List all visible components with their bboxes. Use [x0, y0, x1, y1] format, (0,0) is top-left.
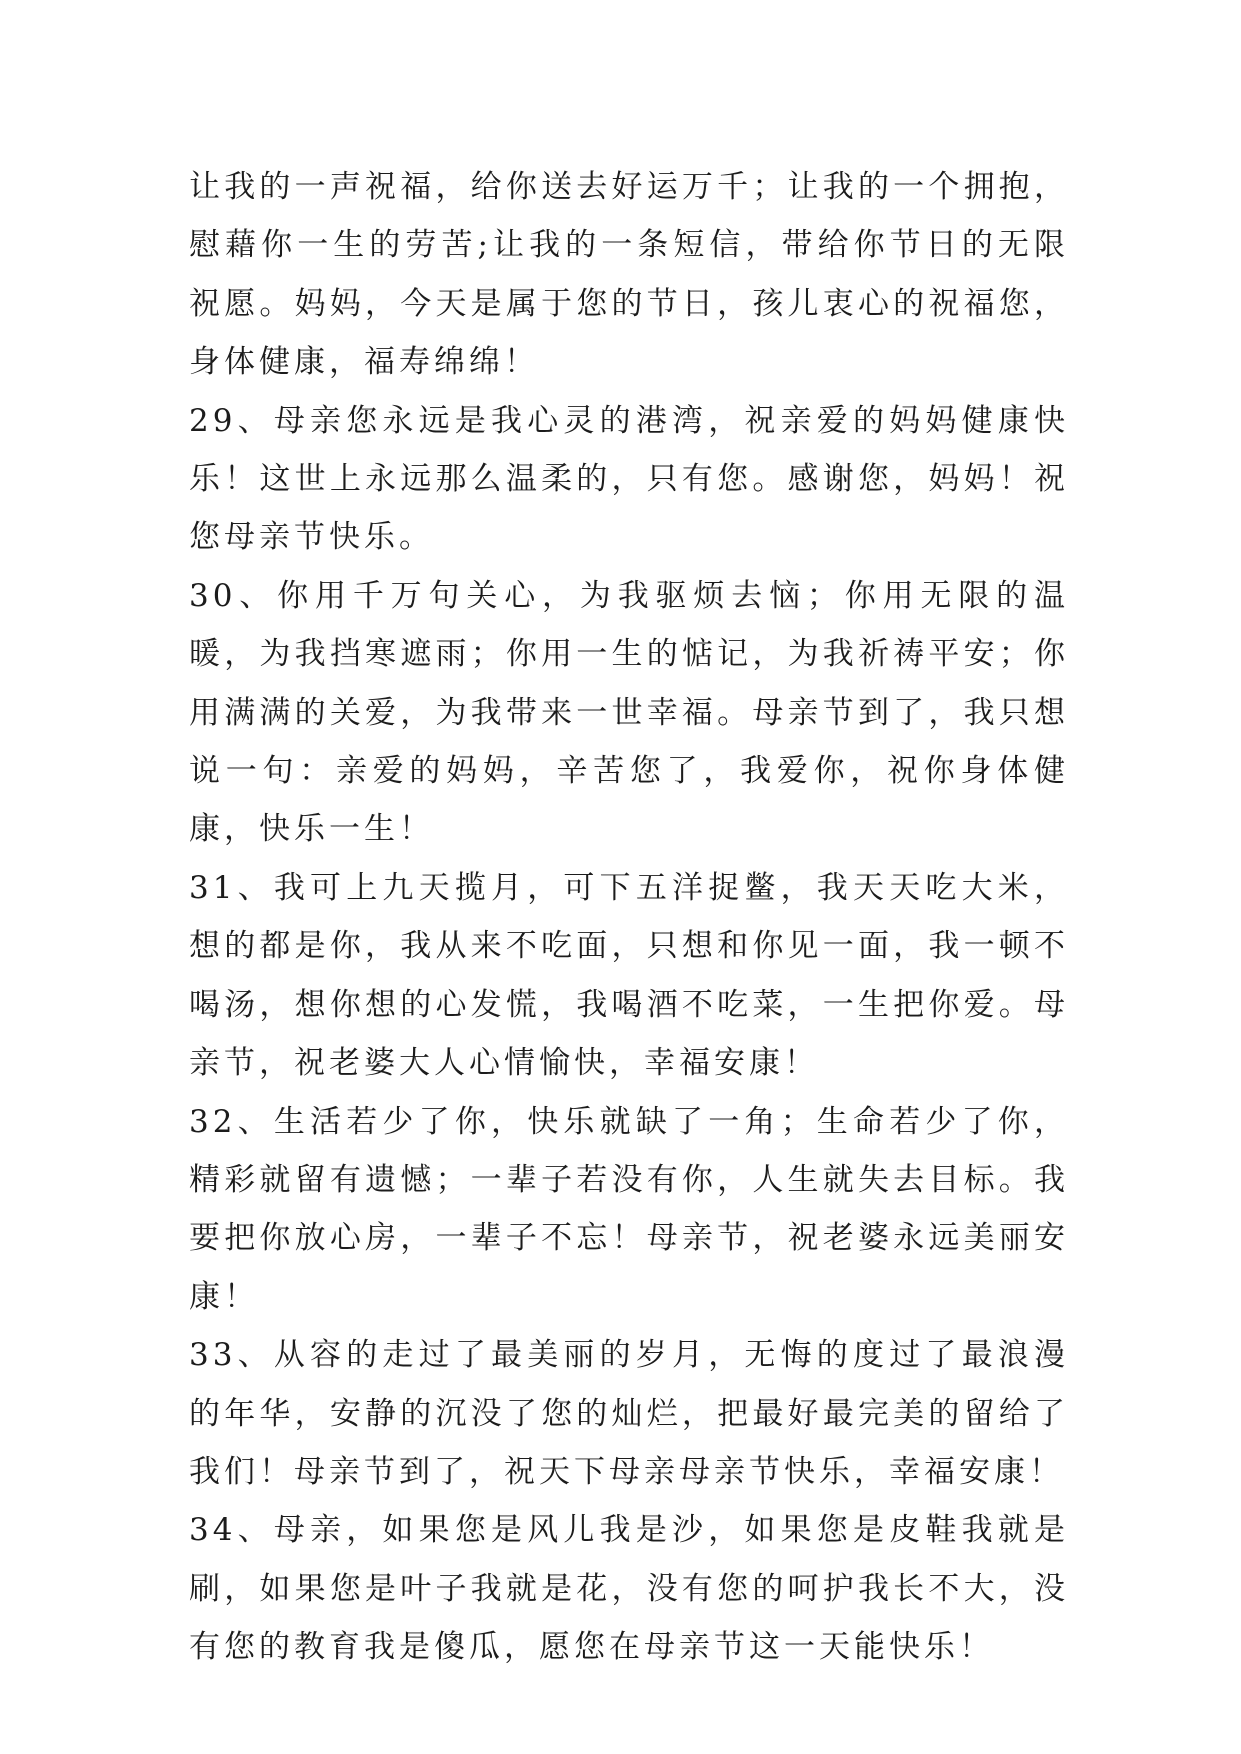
document-body: [189, 158, 1069, 1677]
paragraph-34: 34、母亲，如果您是风儿我是沙，如果您是皮鞋我就是刷，如果您是叶子我就是花，没有您的呵护我长不大，没有您的教育我是傻瓜，愿您在母亲节这一天能快乐！: [189, 1512, 1069, 1666]
paragraph-31: 31、我可上九天揽月，可下五洋捉鳖，我天天吃大米，想的都是你，我从来不吃面，只想和你见一面，我一顿不喝汤，想你想的心发慌，我喝酒不吃菜，一生把你爱。母亲节，祝老婆大人心情愉快，幸福安康！: [189, 869, 1069, 1082]
paragraph-29: 29、母亲您永远是我心灵的港湾，祝亲爱的妈妈健康快乐！这世上永远那么温柔的，只有您。感谢您，妈妈！祝您母亲节快乐。: [189, 402, 1069, 556]
paragraph-30: 30、你用千万句关心，为我驱烦去恼；你用无限的温暖，为我挡寒遮雨；你用一生的惦记，为我祈祷平安；你用满满的关爱，为我带来一世幸福。母亲节到了，我只想说一句：亲爱的妈妈，辛苦您了，我爱你，祝你身体健康，快乐一生！: [189, 577, 1069, 848]
paragraph-intro: 让我的一声祝福，给你送去好运万千；让我的一个拥抱，慰藉你一生的劳苦;让我的一条短信，带给你节日的无限祝愿。妈妈，今天是属于您的节日，孩儿衷心的祝福您，身体健康，福寿绵绵！: [189, 169, 1069, 381]
paragraph-33: 33、从容的走过了最美丽的岁月，无悔的度过了最浪漫的年华，安静的沉没了您的灿烂，把最好最完美的留给了我们！母亲节到了，祝天下母亲母亲节快乐，幸福安康！: [189, 1337, 1069, 1490]
paragraph-32: 32、生活若少了你，快乐就缺了一角；生命若少了你，精彩就留有遗憾；一辈子若没有你，人生就失去目标。我要把你放心房，一辈子不忘！母亲节，祝老婆永远美丽安康！: [189, 1103, 1069, 1315]
